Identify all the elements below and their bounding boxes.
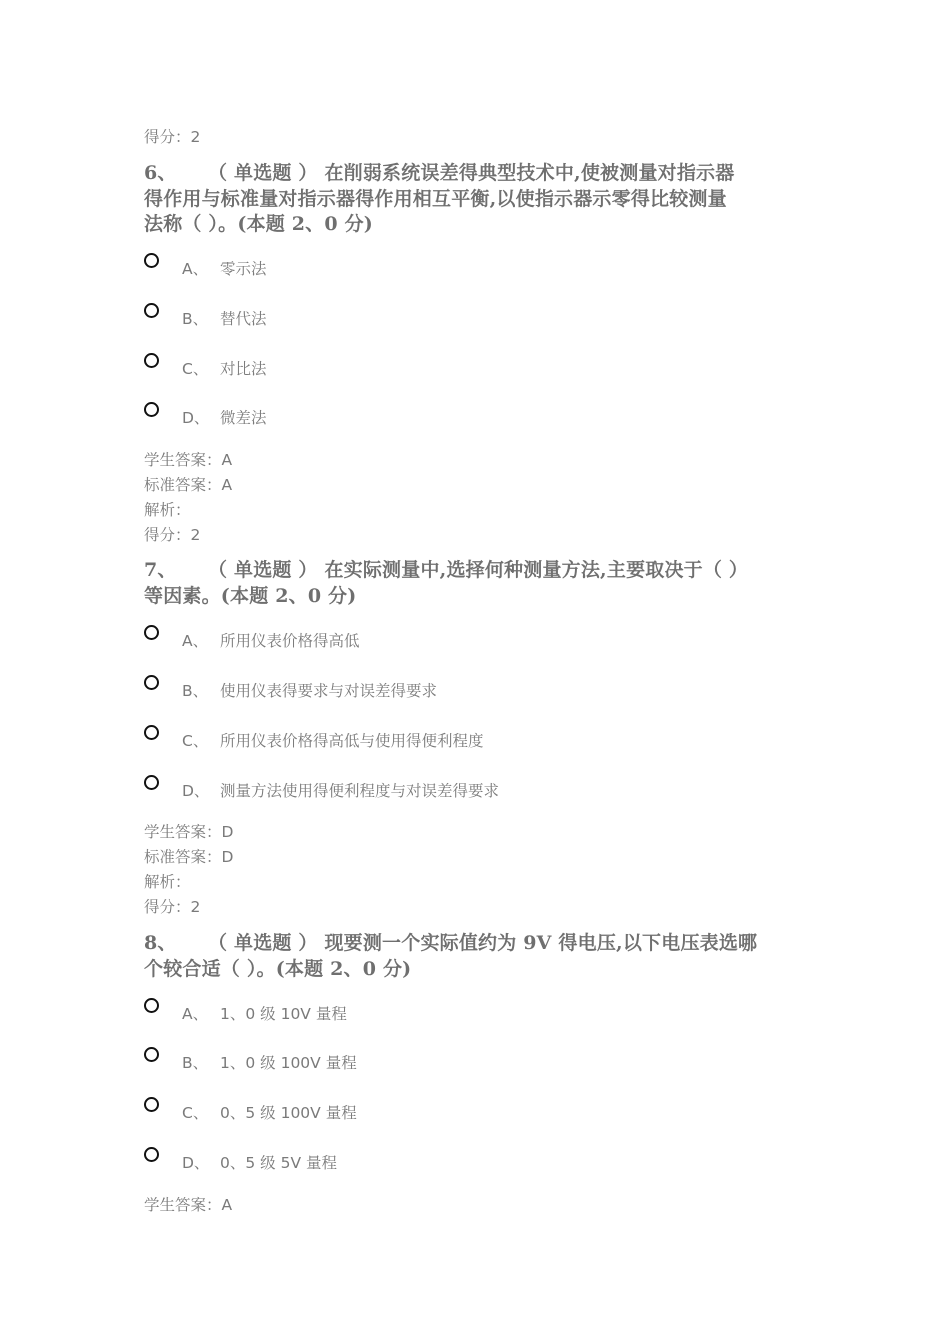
question-7-text xyxy=(144,558,824,609)
radio-button[interactable] xyxy=(144,1097,159,1112)
standard-answer: 标准答案：D xyxy=(144,848,234,866)
option-d[interactable] xyxy=(144,1147,844,1175)
option-d[interactable] xyxy=(144,402,844,430)
question-text-line: 个较合适（ ）。(本题 2、0 分) xyxy=(144,957,412,980)
question-text-line: （ 单选题 ） 现要测一个实际值约为 9V 得电压,以下电压表选哪 xyxy=(208,932,758,954)
analysis-label: 解析： xyxy=(144,873,191,891)
question-line xyxy=(144,558,824,584)
option-c[interactable] xyxy=(144,725,844,753)
question-text-line: 得作用与标准量对指示器得作用相互平衡,以使指示器示零得比较测量 xyxy=(144,187,727,210)
option-text: 0、5 级 5V 量程 xyxy=(220,1154,337,1172)
option-a[interactable] xyxy=(144,253,844,281)
option-text: 所用仪表价格得高低与使用得便利程度 xyxy=(220,732,484,750)
option-letter: B、 xyxy=(182,682,209,700)
question-line xyxy=(144,931,824,957)
option-text: 对比法 xyxy=(220,360,267,378)
option-letter: C、 xyxy=(182,732,209,750)
option-a[interactable] xyxy=(144,625,844,653)
student-answer: 学生答案：D xyxy=(144,823,234,841)
option-letter: C、 xyxy=(182,1104,209,1122)
question-number: 7、 xyxy=(144,559,177,581)
option-text: 0、5 级 100V 量程 xyxy=(220,1104,357,1122)
option-text: 零示法 xyxy=(220,260,267,278)
option-text: 所用仪表价格得高低 xyxy=(220,632,360,650)
option-b[interactable] xyxy=(144,303,844,331)
radio-button[interactable] xyxy=(144,675,159,690)
radio-button[interactable] xyxy=(144,625,159,640)
option-letter: D、 xyxy=(182,1154,210,1172)
student-answer: 学生答案：A xyxy=(144,451,233,469)
question-number: 8、 xyxy=(144,932,177,954)
option-text: 使用仪表得要求与对误差得要求 xyxy=(220,682,438,700)
score-line: 得分：2 xyxy=(144,898,201,916)
option-letter: D、 xyxy=(182,782,210,800)
radio-button[interactable] xyxy=(144,725,159,740)
radio-button[interactable] xyxy=(144,998,159,1013)
radio-button[interactable] xyxy=(144,1047,159,1062)
option-text: 1、0 级 100V 量程 xyxy=(220,1054,357,1072)
option-b[interactable] xyxy=(144,675,844,703)
question-line xyxy=(144,161,824,187)
option-c[interactable] xyxy=(144,1097,844,1125)
option-d[interactable] xyxy=(144,775,844,803)
question-text-line: 法称（ ）。(本题 2、0 分) xyxy=(144,213,373,235)
option-text: 微差法 xyxy=(220,409,267,427)
radio-button[interactable] xyxy=(144,775,159,790)
radio-button[interactable] xyxy=(144,402,159,417)
option-a[interactable] xyxy=(144,998,844,1026)
option-c[interactable] xyxy=(144,353,844,381)
option-b[interactable] xyxy=(144,1047,844,1075)
question-text-line: （ 单选题 ） 在削弱系统误差得典型技术中,使被测量对指示器 xyxy=(208,162,735,184)
score-line: 得分：2 xyxy=(144,526,201,544)
radio-button[interactable] xyxy=(144,1147,159,1162)
option-letter: C、 xyxy=(182,360,209,378)
option-letter: D、 xyxy=(182,409,210,427)
option-text: 替代法 xyxy=(220,310,267,328)
question-number: 6、 xyxy=(144,162,177,184)
radio-button[interactable] xyxy=(144,303,159,318)
option-letter: A、 xyxy=(182,632,209,650)
option-letter: B、 xyxy=(182,1054,209,1072)
analysis-label: 解析： xyxy=(144,501,191,519)
standard-answer: 标准答案：A xyxy=(144,476,233,494)
option-letter: A、 xyxy=(182,260,209,278)
question-8-text xyxy=(144,931,824,982)
question-text-line: 等因素。(本题 2、0 分) xyxy=(144,584,357,607)
question-6-text xyxy=(144,161,824,238)
question-text-line: （ 单选题 ） 在实际测量中,选择何种测量方法,主要取决于（ ） xyxy=(208,559,749,581)
option-text: 1、0 级 10V 量程 xyxy=(220,1005,347,1023)
option-letter: A、 xyxy=(182,1005,209,1023)
radio-button[interactable] xyxy=(144,353,159,368)
option-letter: B、 xyxy=(182,310,209,328)
option-text: 测量方法使用得便利程度与对误差得要求 xyxy=(220,782,500,800)
student-answer: 学生答案：A xyxy=(144,1196,233,1214)
score-line: 得分：2 xyxy=(144,128,201,146)
radio-button[interactable] xyxy=(144,253,159,268)
